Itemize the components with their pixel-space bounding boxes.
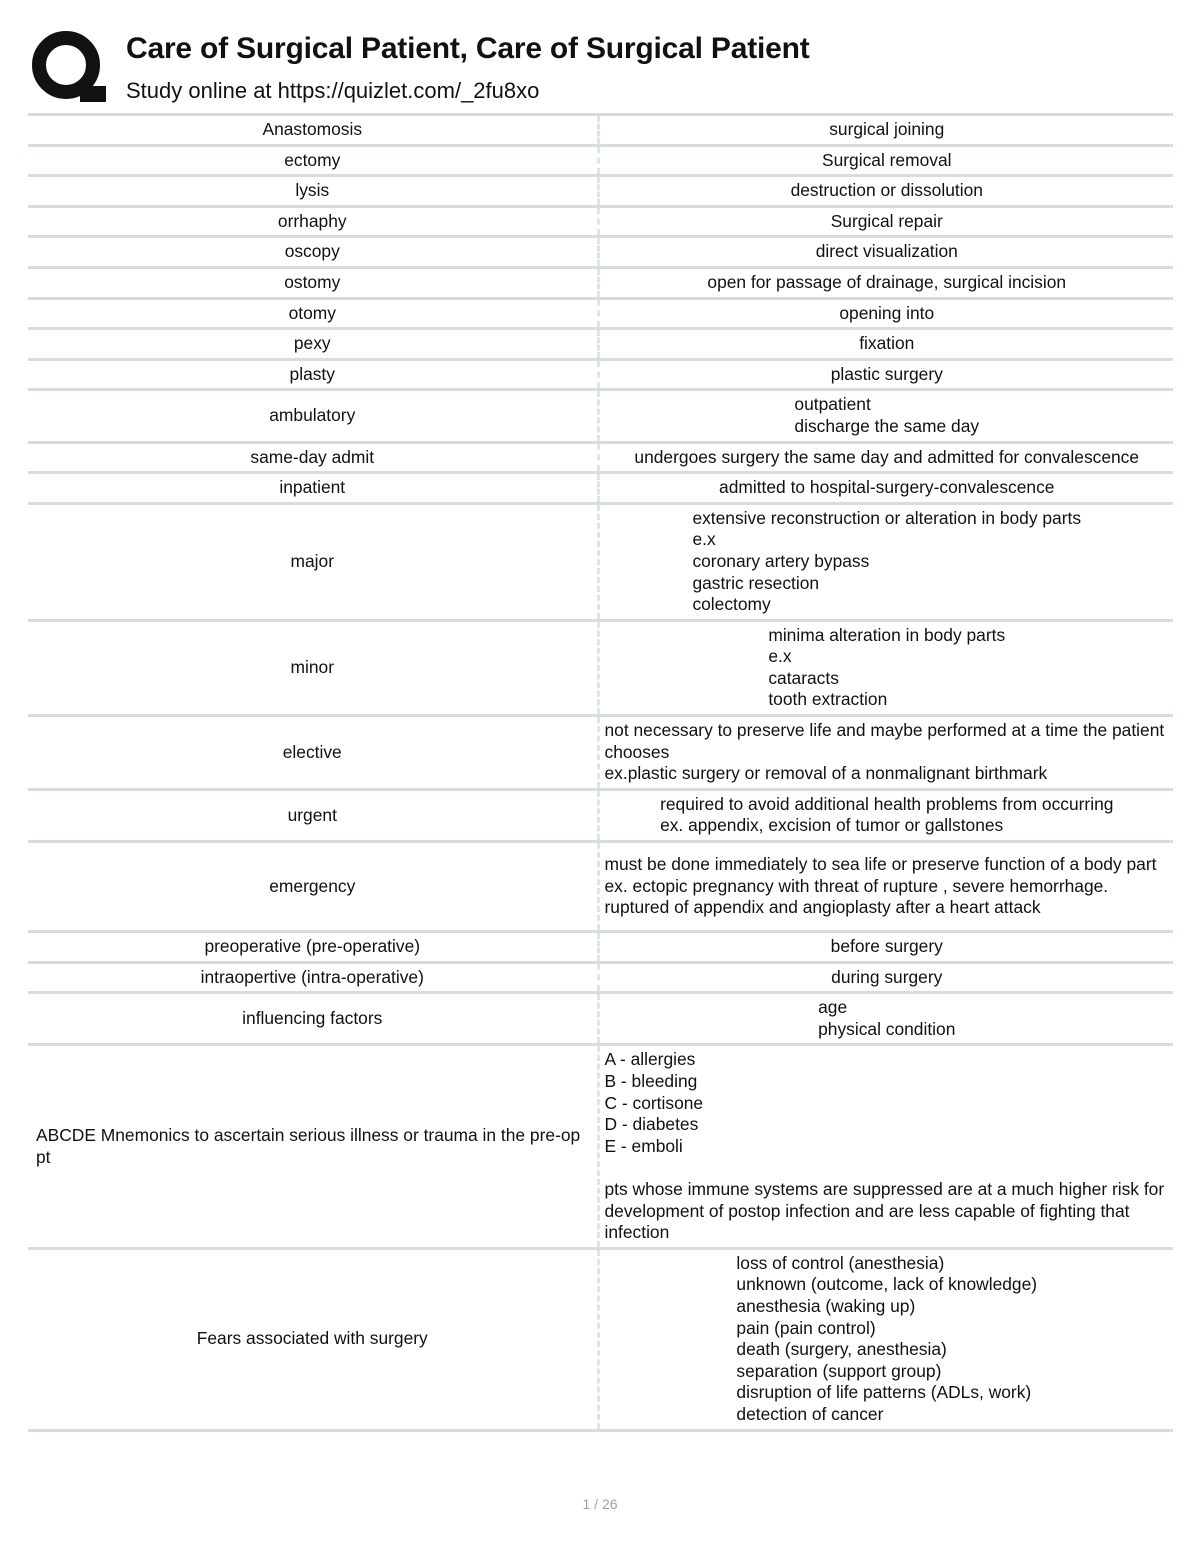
- flashcard-term: ostomy: [28, 267, 598, 298]
- flashcard-term: lysis: [28, 176, 598, 207]
- flashcard-row: [28, 359, 1173, 390]
- flashcard-definition: [598, 1248, 1173, 1430]
- flashcard-definition: [598, 1045, 1173, 1248]
- definition-line: tooth extraction: [768, 689, 888, 710]
- flashcard-row: [28, 206, 1173, 237]
- definition-line: pain (pain control): [736, 1317, 876, 1338]
- flashcard-definition: [598, 473, 1173, 504]
- flashcard-row: [28, 1248, 1173, 1430]
- definition-line: gastric resection: [692, 572, 820, 593]
- definition-lines: [818, 997, 955, 1040]
- flashcard-term: ABCDE Mnemonics to ascertain serious illness or trauma in the pre-op pt: [28, 1045, 598, 1248]
- definition-line: A - allergies: [604, 1049, 696, 1070]
- flashcard-definition: [598, 237, 1173, 268]
- definition-line: coronary artery bypass: [692, 550, 870, 571]
- definition-line: e.x: [692, 529, 716, 550]
- definition-line: undergoes surgery the same day and admitted for convalescence: [634, 446, 1140, 467]
- definition-line: opening into: [839, 302, 935, 323]
- definition-line: before surgery: [830, 936, 943, 957]
- definition-lines: [660, 794, 1113, 837]
- flashcard-row: [28, 115, 1173, 146]
- definition-lines: [719, 477, 1054, 497]
- flashcard-definition: [598, 789, 1173, 841]
- definition-line: B - bleeding: [604, 1071, 698, 1091]
- definition-lines: [634, 447, 1139, 467]
- flashcard-term: ectomy: [28, 145, 598, 176]
- flashcard-definition: [598, 993, 1173, 1045]
- definition-line: cataracts: [768, 667, 839, 688]
- definition-line: disruption of life patterns (ADLs, work): [736, 1382, 1032, 1403]
- definition-lines: [831, 936, 943, 956]
- definition-line: required to avoid additional health problems from occurring: [660, 793, 1114, 814]
- flashcard-term: influencing factors: [28, 993, 598, 1045]
- flashcard-term: major: [28, 503, 598, 620]
- definition-lines: [794, 394, 979, 437]
- flashcard-definition: [598, 503, 1173, 620]
- definition-lines: [816, 241, 958, 261]
- definition-lines: [822, 150, 952, 170]
- flashcard-row: [28, 145, 1173, 176]
- flashcard-definition: [598, 716, 1173, 790]
- definition-line: discharge the same day: [794, 415, 980, 436]
- flashcard-term: plasty: [28, 359, 598, 390]
- flashcard-row: [28, 842, 1173, 932]
- definition-line: during surgery: [831, 966, 943, 987]
- flashcard-definition: [598, 842, 1173, 932]
- definition-line: ex. ectopic pregnancy with threat of rupture , severe hemorrhage. ruptured of appendix and angioplasty after a heart attack: [604, 875, 1109, 918]
- page-header: [28, 28, 1172, 110]
- flashcard-definition: [598, 206, 1173, 237]
- definition-line: destruction or dissolution: [790, 180, 983, 201]
- definition-line: plastic surgery: [830, 363, 943, 384]
- flashcard-definition: [598, 267, 1173, 298]
- flashcard-term: preoperative (pre-operative): [28, 932, 598, 963]
- flashcard-definition: [598, 145, 1173, 176]
- flashcard-row: [28, 237, 1173, 268]
- quizlet-q-logo-icon: [28, 28, 108, 108]
- definition-line: unknown (outcome, lack of knowledge): [736, 1274, 1038, 1295]
- definition-line: C - cortisone: [604, 1092, 704, 1113]
- definition-line: Surgical repair: [830, 210, 943, 231]
- definition-line: direct visualization: [815, 241, 958, 262]
- definition-line: loss of control (anesthesia): [736, 1252, 945, 1273]
- flashcard-term: same-day admit: [28, 442, 598, 473]
- definition-line: must be done immediately to sea life or preserve function of a body part: [604, 854, 1157, 875]
- definition-lines: [831, 211, 943, 231]
- flashcard-row: [28, 932, 1173, 963]
- definition-lines: [839, 303, 934, 323]
- flashcard-row: [28, 716, 1173, 790]
- definition-line: outpatient: [794, 394, 871, 415]
- definition-lines: [768, 625, 1005, 711]
- flashcard-term: otomy: [28, 298, 598, 329]
- flashcard-table: [28, 113, 1173, 1432]
- definition-line: Surgical removal: [821, 149, 952, 170]
- page-number: 1 / 26: [582, 1496, 618, 1512]
- flashcard-definition: [598, 176, 1173, 207]
- flashcard-term: urgent: [28, 789, 598, 841]
- definition-lines: [605, 720, 1170, 785]
- flashcard-definition: [598, 962, 1173, 993]
- definition-line: physical condition: [818, 1018, 956, 1039]
- definition-line: minima alteration in body parts: [768, 624, 1006, 645]
- definition-line: separation (support group): [736, 1360, 942, 1381]
- flashcard-row: [28, 329, 1173, 360]
- definition-lines: [791, 180, 983, 200]
- flashcard-term: Fears associated with surgery: [28, 1248, 598, 1430]
- definition-line: not necessary to preserve life and maybe performed at a time the patient chooses: [604, 720, 1165, 762]
- flashcard-term: Anastomosis: [28, 115, 598, 146]
- flashcard-term: oscopy: [28, 237, 598, 268]
- flashcard-row: [28, 993, 1173, 1045]
- definition-lines: [736, 1253, 1037, 1426]
- flashcard-definition: [598, 359, 1173, 390]
- definition-lines: [605, 854, 1170, 919]
- definition-lines: [605, 1049, 1170, 1243]
- definition-line: open for passage of drainage, surgical incision: [707, 271, 1067, 292]
- flashcard-definition: [598, 329, 1173, 360]
- page-title: Care of Surgical Patient, Care of Surgical Patient: [126, 32, 810, 65]
- flashcard-row: [28, 789, 1173, 841]
- flashcard-row: [28, 390, 1173, 442]
- definition-line: fixation: [859, 333, 915, 354]
- flashcard-term: ambulatory: [28, 390, 598, 442]
- flashcard-term: emergency: [28, 842, 598, 932]
- flashcard-row: [28, 1045, 1173, 1248]
- definition-lines: [859, 333, 914, 353]
- flashcard-rows: [28, 115, 1173, 1431]
- flashcard-definition: [598, 298, 1173, 329]
- flashcard-definition: [598, 115, 1173, 146]
- definition-lines: [829, 119, 944, 139]
- flashcard-definition: [598, 620, 1173, 715]
- flashcard-row: [28, 620, 1173, 715]
- study-online-link[interactable]: Study online at https://quizlet.com/_2fu8xo: [126, 78, 540, 103]
- definition-line: e.x: [768, 646, 792, 667]
- definition-line: pts whose immune systems are suppressed are at a much higher risk for development of postop infection and are less capable of fighting that infection: [604, 1178, 1165, 1243]
- definition-lines: [831, 967, 942, 987]
- definition-line: ex. appendix, excision of tumor or gallstones: [660, 815, 1004, 836]
- flashcard-definition: [598, 390, 1173, 442]
- definition-line: age: [818, 997, 848, 1018]
- flashcard-term: intraopertive (intra-operative): [28, 962, 598, 993]
- flashcard-term: minor: [28, 620, 598, 715]
- flashcard-row: [28, 473, 1173, 504]
- definition-line: extensive reconstruction or alteration in body parts: [692, 507, 1082, 528]
- flashcard-definition: [598, 442, 1173, 473]
- definition-lines: [692, 508, 1081, 616]
- flashcard-row: [28, 267, 1173, 298]
- definition-line: death (surgery, anesthesia): [736, 1339, 947, 1360]
- flashcard-definition: [598, 932, 1173, 963]
- definition-line: E - emboli: [604, 1135, 683, 1156]
- flashcard-row: [28, 298, 1173, 329]
- flashcard-term: elective: [28, 716, 598, 790]
- flashcard-row: [28, 176, 1173, 207]
- flashcard-term: orrhaphy: [28, 206, 598, 237]
- definition-lines: [707, 272, 1066, 292]
- flashcard-row: [28, 442, 1173, 473]
- definition-line: surgical joining: [829, 119, 945, 139]
- flashcard-term: pexy: [28, 329, 598, 360]
- flashcard-term: inpatient: [28, 473, 598, 504]
- flashcard-row: [28, 503, 1173, 620]
- definition-line: [605, 1157, 1170, 1179]
- definition-line: D - diabetes: [604, 1114, 699, 1135]
- definition-line: colectomy: [692, 594, 771, 615]
- definition-line: admitted to hospital-surgery-convalescence: [719, 477, 1055, 498]
- definition-lines: [831, 364, 943, 384]
- definition-line: ex.plastic surgery or removal of a nonmalignant birthmark: [604, 763, 1048, 784]
- definition-line: detection of cancer: [736, 1403, 884, 1424]
- definition-line: anesthesia (waking up): [736, 1295, 916, 1316]
- flashcard-row: [28, 962, 1173, 993]
